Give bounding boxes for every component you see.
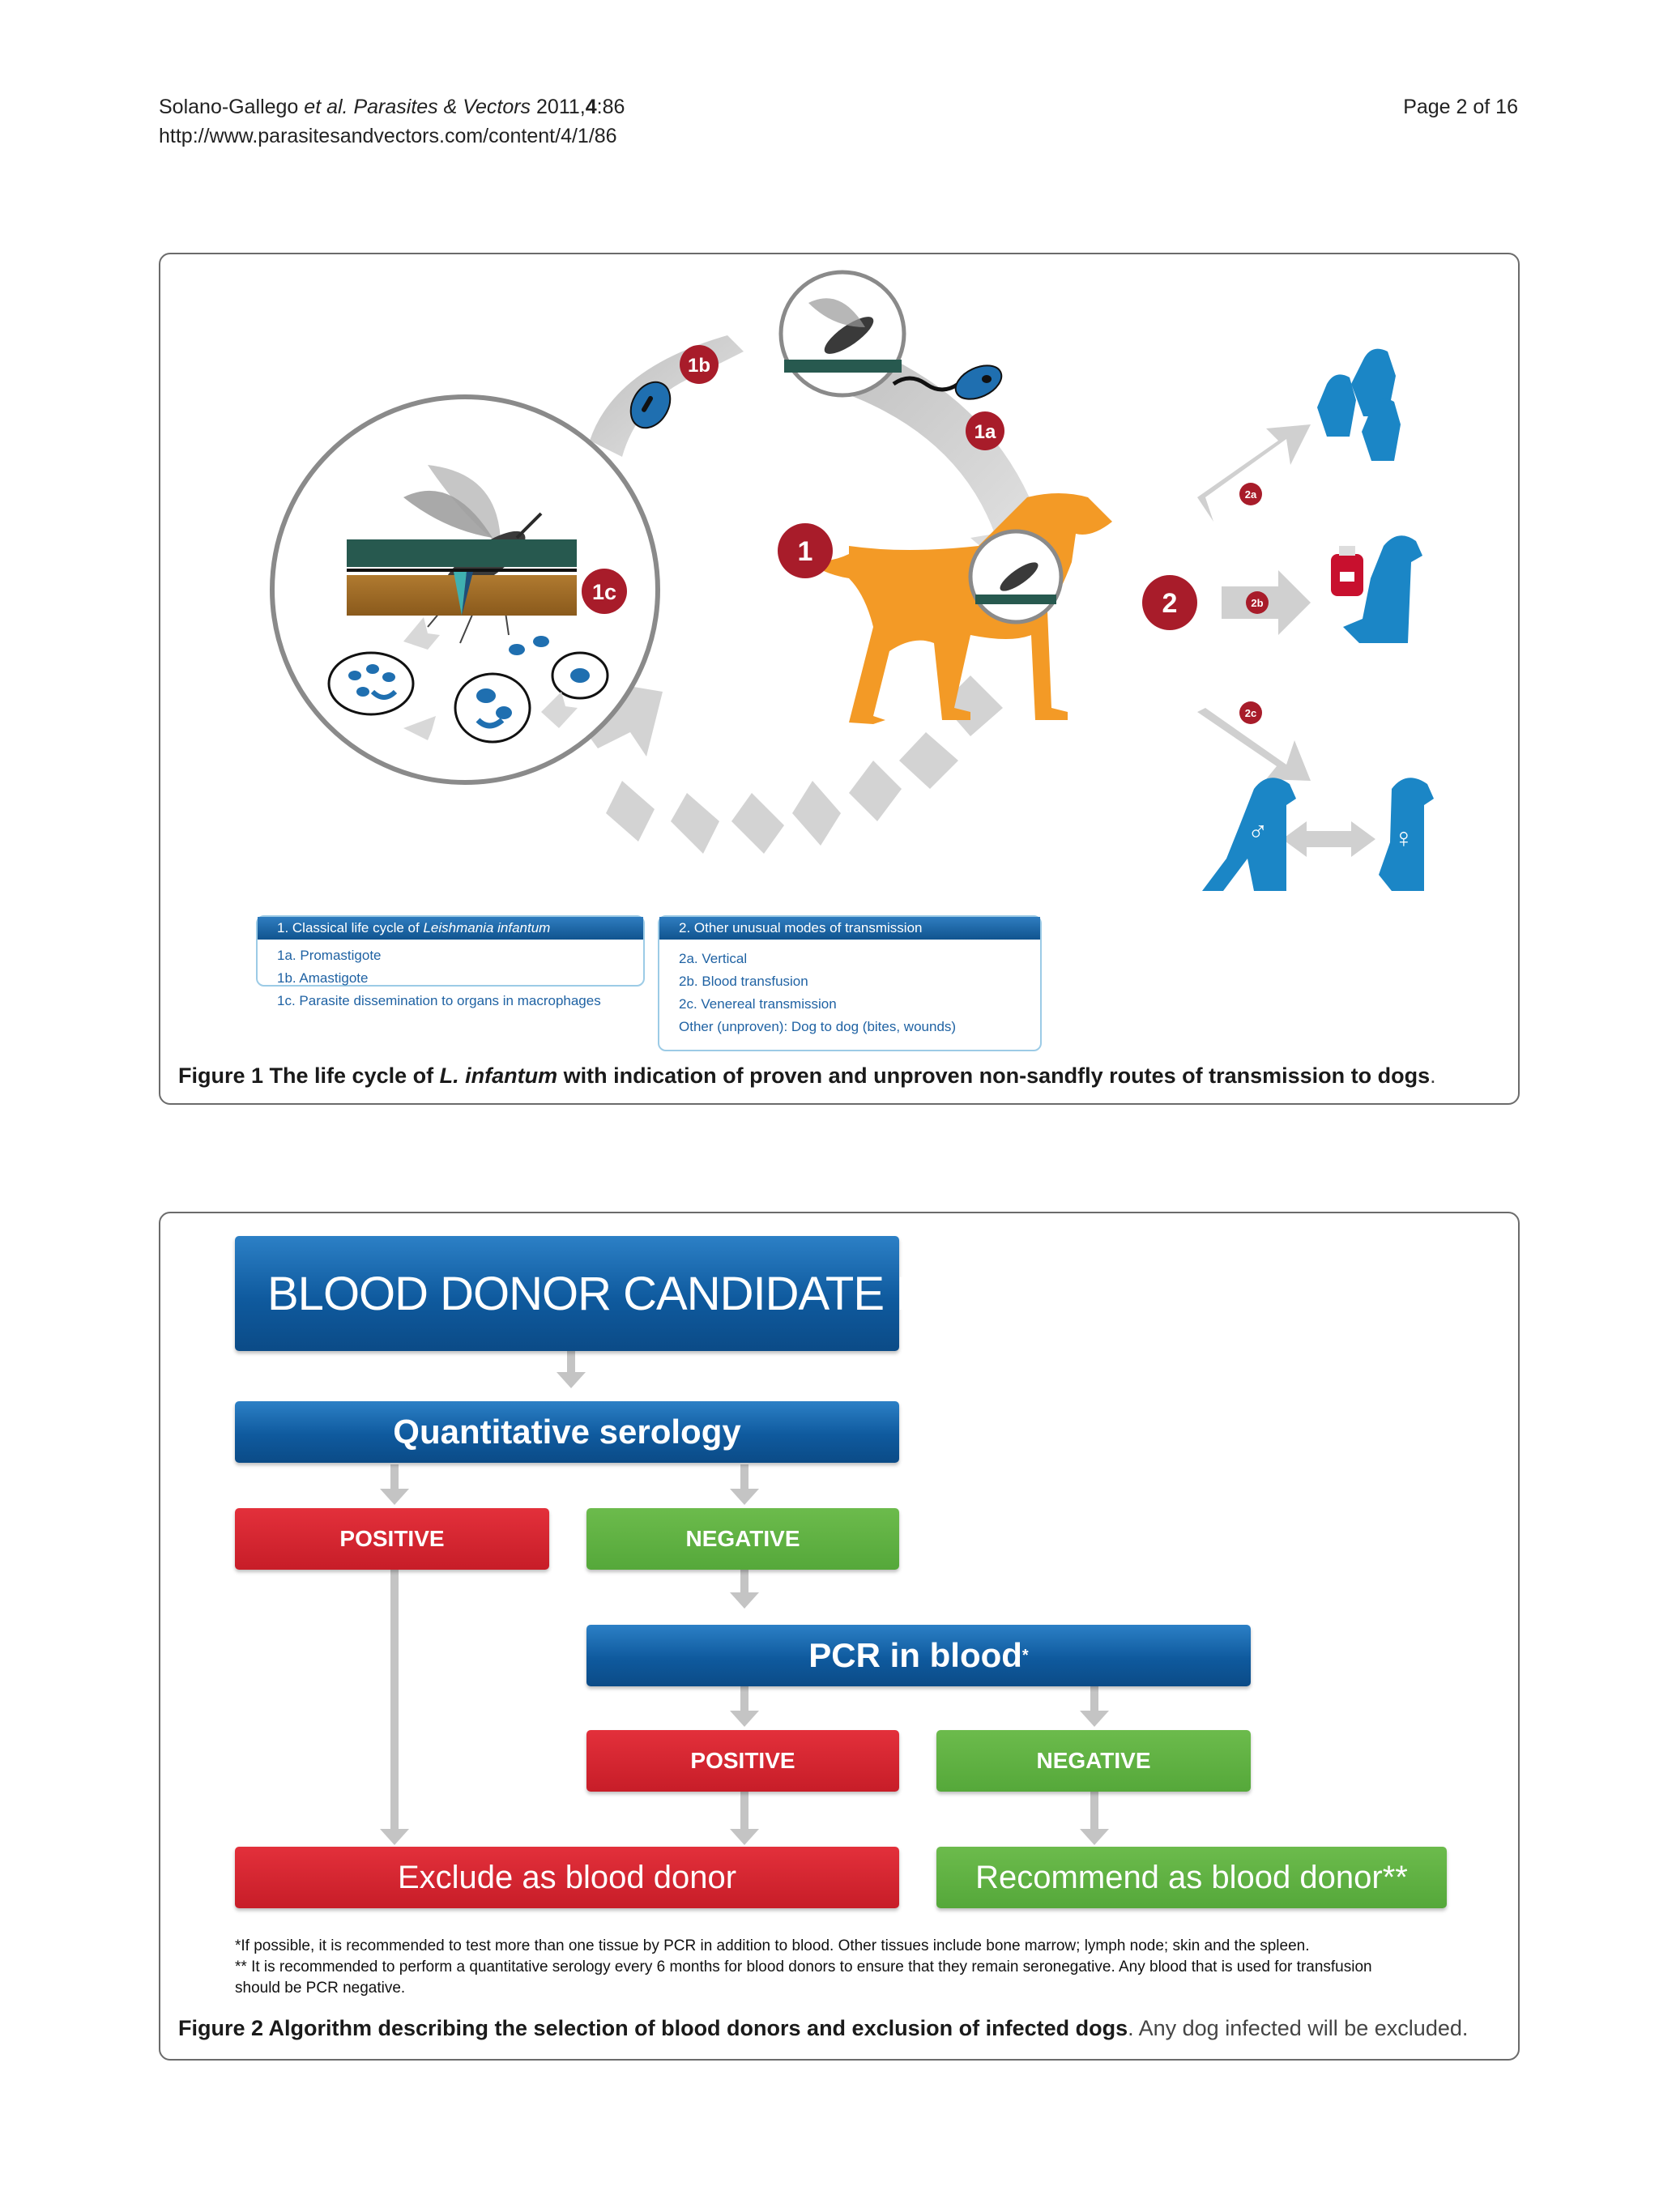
badge-1 [778, 523, 833, 578]
male-symbol: ♂ [1247, 816, 1269, 847]
figure-2-caption: Figure 2 Algorithm describing the selection of blood donors and exclusion of infected dogs. Any dog infected will be excluded. [178, 2016, 1469, 2040]
female-symbol: ♀ [1393, 823, 1414, 854]
legend-1-item: 1b. Amastigote [277, 970, 369, 986]
legend-1-item: 1a. Promastigote [277, 948, 382, 963]
legend-1-title: 1. Classical life cycle of Leishmania infantum [258, 917, 643, 940]
badge-2c [1239, 701, 1262, 724]
legend-2-item: 2b. Blood transfusion [679, 974, 808, 989]
arrow-2a [1197, 424, 1311, 522]
svg-text:2a: 2a [1244, 488, 1257, 501]
footnote-2b: should be PCR negative. [235, 1980, 406, 1997]
badge-1b [680, 345, 719, 384]
flow-title-box: BLOOD DONOR CANDIDATE DOGS [235, 1236, 899, 1351]
figure-1 [159, 253, 1520, 1105]
figure-2 [159, 1212, 1520, 2061]
svg-text:1b: 1b [687, 355, 711, 377]
flowchart-footnotes [235, 1936, 1499, 1999]
footnote-1: *If possible, it is recommended to test more than one tissue by PCR in addition to blood. Other tissues include bone marrow; lymph node; skin and the spleen. [235, 1937, 1310, 1954]
flow-negative-pcr-box: NEGATIVE [936, 1730, 1251, 1792]
svg-text:2: 2 [1162, 588, 1178, 619]
dog-icon-blue-vertical [1317, 349, 1401, 461]
citation-url[interactable]: http://www.parasitesandvectors.com/content/4/1/86 [159, 125, 617, 147]
cycle-arrow-lower [565, 676, 1003, 854]
citation-line [159, 92, 625, 121]
flow-serology-box: Quantitative serology [235, 1401, 899, 1463]
badge-1a [966, 411, 1004, 450]
flow-positive-pcr-box: POSITIVE [586, 1730, 899, 1792]
legend-2-title: 2. Other unusual modes of transmission [659, 917, 1040, 940]
legend-classical-life-cycle [256, 915, 645, 1008]
svg-text:1: 1 [797, 536, 813, 567]
svg-text:1a: 1a [974, 421, 996, 443]
citation-author: Solano-Gallego [159, 96, 299, 118]
flow-recommend-box: Recommend as blood donor** [936, 1847, 1447, 1908]
badge-2b [1246, 591, 1269, 614]
footnote-2a: ** It is recommended to perform a quantitative serology every 6 months for blood donors to ensure that they remain seronegative. Any blood that is used for transfusion [235, 1958, 1372, 1975]
legend-2-item: 2c. Venereal transmission [679, 996, 837, 1012]
citation-etal: et al. [304, 96, 348, 118]
flow-pcr-box [586, 1625, 1251, 1686]
svg-text:2c: 2c [1244, 707, 1257, 719]
legend-unusual-transmission [658, 915, 1042, 1051]
svg-text:1c: 1c [591, 580, 617, 604]
citation-year: 2011, [536, 96, 586, 118]
skin-layer [347, 539, 577, 567]
page-number: Page 2 of 16 [1403, 96, 1518, 118]
legend-2-item: 2a. Vertical [679, 951, 748, 966]
page-header-citation [159, 92, 625, 151]
legend-1-item: 1c. Parasite dissemination to organs in macrophages [277, 993, 601, 1008]
figure-1-illustration [160, 254, 1518, 1016]
figure-1-caption: Figure 1 The life cycle of L. infantum with indication of proven and unproven non-sandfly routes of transmission to dogs. [178, 1063, 1436, 1088]
badge-2a [1239, 483, 1262, 505]
flow-negative-serology-box: NEGATIVE [586, 1508, 899, 1570]
arrow-dog-to-dog [1282, 821, 1375, 857]
badge-2 [1142, 575, 1197, 630]
citation-journal: Parasites & Vectors [353, 96, 531, 118]
flow-pcr-footnote-mark: * [1021, 1646, 1029, 1664]
flow-pcr-label: PCR in blood [808, 1636, 1022, 1674]
citation-volume: 4 [585, 96, 597, 118]
flow-exclude-box: Exclude as blood donor [235, 1847, 899, 1908]
legend-2-item: Other (unproven): Dog to dog (bites, wounds) [679, 1019, 957, 1034]
flow-positive-serology-box: POSITIVE [235, 1508, 549, 1570]
citation-pages: :86 [596, 96, 625, 118]
svg-text:2b: 2b [1251, 597, 1264, 609]
badge-1c [582, 569, 627, 614]
blood-bag-icon [1331, 546, 1363, 596]
